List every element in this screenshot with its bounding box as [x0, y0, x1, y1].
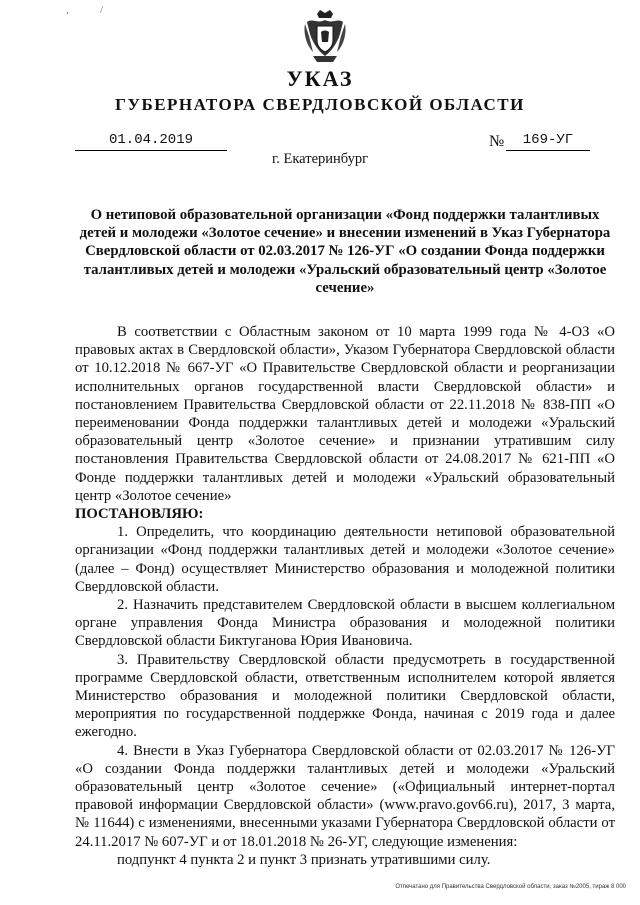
item-1: 1. Определить, что координацию деятельности нетиповой образовательной организации «Фонд поддержки талантливых детей и молодежи «Золотое сечение» (далее – Фонд) осуществляет Министерство образования и молодежной политики Свердловской области. [75, 524, 615, 595]
scan-mark: , [66, 4, 69, 16]
decree-title: О нетиповой образовательной организации «Фонд поддержки талантливых детей и молодежи «Золотое сечение» и внесении изменений в Указ Губернатора Свердловской области от 02.03.2017 № 126-УГ «О создании Фонда поддержки талантливых детей и молодежи «Уральский образовательный центр «Золотое сечение» [79, 207, 611, 296]
scan-mark: / [100, 4, 104, 16]
item-3: 3. Правительству Свердловской области предусмотреть в государственной программе Свердловской области, ответственным исполнителем которой является Министерство образования и молодежной политики Свердловской области, мероприятия по государственной поддержке Фонда, начиная с 2019 года и далее ежегодно. [75, 651, 615, 741]
coat-of-arms-icon [303, 10, 347, 66]
issuer: ГУБЕРНАТОРА СВЕРДЛОВСКОЙ ОБЛАСТИ [115, 95, 525, 114]
decree-word: ПОСТАНОВЛЯЮ: [75, 506, 204, 523]
city: г. Екатеринбург [271, 151, 369, 167]
number-label: № [489, 133, 505, 150]
preamble: В соответствии с Областным законом от 10 марта 1999 года № 4-ОЗ «О правовых актах в Свердловской области», Указом Губернатора Свердловской области от 10.12.2018 № 667-УГ «О Правительстве Свердловской области и реорганизации исполнительных органов государственной власти Свердловской области» и постановлением Правительства Свердловской области от 22.11.2018 № 838-ПП «О переименовании Фонда поддержки талантливых детей и молодежи «Уральский образовательный центр «Золотое сечение» и признании утратившим силу постановления Правительства Свердловской области от 24.08.2017 № 621-ПП «О Фонде поддержки талантливых детей и молодежи «Уральский образовательный центр «Золотое сечение» [75, 324, 615, 504]
document-type: УКАЗ [286, 66, 354, 91]
decree-number: 169-УГ [506, 132, 590, 151]
decree-body [75, 323, 615, 869]
decree-date: 01.04.2019 [75, 132, 227, 151]
item-4: 4. Внести в Указ Губернатора Свердловской области от 02.03.2017 № 126-УГ «О создании Фонда поддержки талантливых детей и молодежи «Уральский образовательный центр «Золотое сечение» («Официальный интернет-портал правовой информации Свердловской области» (www.pravo.gov66.ru), 2017, 3 марта, № 11644) с изменениями, внесенными указами Губернатора Свердловской области от 24.11.2017 № 607-УГ и от 18.01.2018 № 26-УГ, следующие изменения: [75, 742, 615, 850]
item-4-sub: подпункт 4 пункта 2 и пункт 3 признать утратившими силу. [117, 851, 491, 868]
item-2: 2. Назначить представителем Свердловской области в высшем коллегиальном органе управления Фонда Министра образования и молодежной политики Свердловской области Биктуганова Юрия Ивановича. [75, 597, 615, 650]
print-info: Отпечатано для Правительства Свердловской области, заказ №2005, тираж 8 000 [395, 884, 626, 890]
